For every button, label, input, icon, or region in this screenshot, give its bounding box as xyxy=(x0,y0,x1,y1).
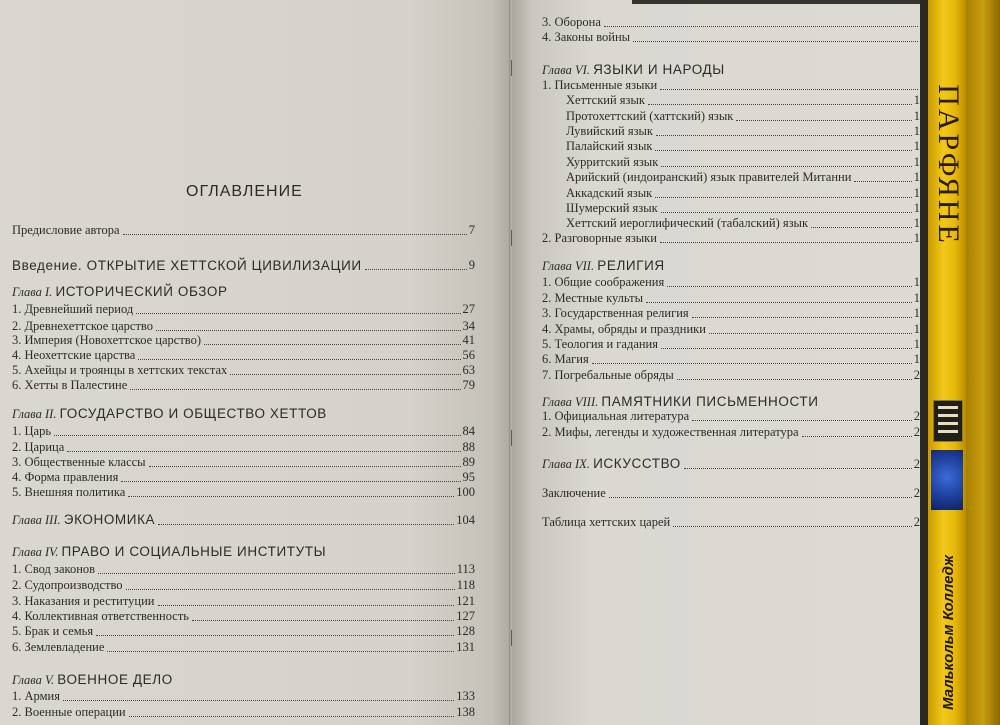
chapter-title: ЯЗЫКИ И НАРОДЫ xyxy=(593,62,725,77)
entry-label: 4. Коллективная ответственность xyxy=(12,609,189,623)
chapter-title: ВОЕННОЕ ДЕЛО xyxy=(57,672,173,687)
entry-page: 1 xyxy=(913,201,920,215)
entry-page: 127 xyxy=(456,609,475,623)
chapter-title: ЭКОНОМИКА xyxy=(63,512,156,527)
entry-page: 9 xyxy=(468,258,475,272)
toc-entry xyxy=(12,319,475,334)
toc-entry xyxy=(12,594,475,609)
toc-entry xyxy=(12,302,475,317)
toc-entry xyxy=(542,337,920,352)
toc-entry xyxy=(542,352,920,367)
entry-page: 104 xyxy=(456,513,475,527)
toc-entry xyxy=(566,155,920,170)
chapter-title: ГОСУДАРСТВО И ОБЩЕСТВО ХЕТТОВ xyxy=(59,406,327,421)
entry-label: 1. Общие соображения xyxy=(542,275,665,289)
chapter-heading-2 xyxy=(12,406,327,422)
toc-entry xyxy=(542,231,920,246)
chapter-number: Глава VII. xyxy=(542,259,595,273)
toc-entry xyxy=(12,624,475,639)
entry-label: Заключение xyxy=(542,486,606,500)
right-running-head xyxy=(632,0,920,4)
chapter-number: Глава VI. xyxy=(542,63,590,77)
entry-page: 133 xyxy=(456,689,475,703)
toc-entry xyxy=(12,455,475,470)
toc-entry-preface xyxy=(12,223,475,238)
chapter-heading-5 xyxy=(12,672,173,688)
entry-page: 2 xyxy=(913,409,920,423)
entry-page: 79 xyxy=(462,378,475,392)
entry-label: 1. Царь xyxy=(12,424,52,438)
toc-entry-conclusion xyxy=(542,486,920,501)
spine-author xyxy=(935,540,961,725)
entry-label: 2. Местные культы xyxy=(542,291,644,305)
entry-page: 1 xyxy=(913,352,920,366)
toc-entry xyxy=(566,139,920,154)
toc-entry xyxy=(542,368,920,383)
entry-page: 118 xyxy=(456,578,475,592)
entry-page: 2 xyxy=(913,486,920,500)
entry-page: 1 xyxy=(913,109,920,123)
entry-page: 121 xyxy=(456,594,475,608)
entry-label: 2. Судопроизводство xyxy=(12,578,123,592)
entry-label: Предисловие автора xyxy=(12,223,120,237)
toc-entry xyxy=(542,275,920,290)
entry-page: 7 xyxy=(468,223,475,237)
toc-entry xyxy=(12,609,475,624)
toc-entry xyxy=(12,689,475,704)
entry-page: 1 xyxy=(913,231,920,245)
chapter-title: ПАМЯТНИКИ ПИСЬМЕННОСТИ xyxy=(601,394,819,409)
chapter-title: ИСТОРИЧЕСКИЙ ОБЗОР xyxy=(55,284,228,299)
entry-label: Шумерский язык xyxy=(566,201,658,215)
toc-entry xyxy=(12,562,475,577)
entry-label: 2. Царица xyxy=(12,440,65,454)
chapter-number: Глава VIII. xyxy=(542,395,599,409)
entry-label: 3. Оборона xyxy=(542,15,601,29)
chapter-heading-4 xyxy=(12,544,326,560)
toc-entry xyxy=(566,109,920,124)
chapter-number: Глава II. xyxy=(12,407,57,421)
entry-page: 56 xyxy=(462,348,475,362)
entry-label: 6. Землевладение xyxy=(12,640,105,654)
entry-page: 128 xyxy=(456,624,475,638)
toc-entry xyxy=(12,363,475,378)
chapter-number: Глава I. xyxy=(12,285,53,299)
entry-label: Аккадский язык xyxy=(566,186,653,200)
spine-title-text: ПАРФЯНЕ xyxy=(932,84,966,246)
entry-label: 5. Брак и семья xyxy=(12,624,94,638)
entry-page: 2 xyxy=(913,425,920,439)
chapter-number: Глава IX. xyxy=(542,457,590,471)
toc-entry xyxy=(12,640,475,655)
entry-label: 6. Магия xyxy=(542,352,589,366)
entry-label: 4. Неохеттские царства xyxy=(12,348,136,362)
toc-entry xyxy=(566,186,920,201)
chapter-heading-8 xyxy=(542,394,819,410)
entry-page: 1 xyxy=(913,93,920,107)
toc-entry xyxy=(542,15,920,30)
toc-entry xyxy=(566,170,920,185)
toc-entry-introduction xyxy=(12,258,475,273)
entry-page: 2 xyxy=(913,457,920,471)
toc-entry xyxy=(12,378,475,393)
chapter-number: Глава V. xyxy=(12,673,55,687)
entry-page: 84 xyxy=(462,424,475,438)
chapter-number: Глава III. xyxy=(12,513,61,527)
series-logo xyxy=(933,400,963,442)
toc-entry xyxy=(566,216,920,231)
toc-entry xyxy=(542,306,920,321)
toc-entry xyxy=(542,78,920,93)
entry-page: 131 xyxy=(456,640,475,654)
toc-entry xyxy=(12,578,475,593)
toc-entry-kings-table xyxy=(542,515,920,530)
entry-page: 1 xyxy=(913,216,920,230)
entry-label: 1. Свод законов xyxy=(12,562,96,576)
entry-label: Таблица хеттских царей xyxy=(542,515,671,529)
chapter-heading-6 xyxy=(542,62,725,78)
chapter-heading-7 xyxy=(542,258,665,274)
entry-label: Введение. ОТКРЫТИЕ ХЕТТСКОЙ ЦИВИЛИЗАЦИИ xyxy=(12,258,362,273)
entry-label: 4. Законы войны xyxy=(542,30,631,44)
globe-icon xyxy=(931,450,963,510)
chapter-title: ПРАВО И СОЦИАЛЬНЫЕ ИНСТИТУТЫ xyxy=(61,544,327,559)
entry-page: 95 xyxy=(462,470,475,484)
entry-label: 1. Официальная литература xyxy=(542,409,690,423)
entry-label: Арийский (индоиранский) язык правителей Митанни xyxy=(566,170,852,184)
entry-label: 7. Погребальные обряды xyxy=(542,368,674,382)
toc-entry xyxy=(542,425,920,440)
entry-page: 63 xyxy=(462,363,475,377)
entry-page: 1 xyxy=(913,155,920,169)
toc-entry xyxy=(566,93,920,108)
entry-label: 3. Общественные классы xyxy=(12,455,146,469)
entry-label: Хурритский язык xyxy=(566,155,659,169)
entry-label: 1. Письменные языки xyxy=(542,78,658,92)
spine-author-text: Малькольм Колледж xyxy=(939,555,957,710)
toc-entry xyxy=(12,440,475,455)
entry-page: 138 xyxy=(456,705,475,719)
entry-label: 2. Разговорные языки xyxy=(542,231,657,245)
entry-page: 2 xyxy=(913,368,920,382)
entry-label: 3. Наказания и реституции xyxy=(12,594,155,608)
spine-title xyxy=(932,0,966,330)
entry-label: 2. Древнехеттское царство xyxy=(12,319,153,333)
toc-entry xyxy=(566,201,920,216)
toc-entry xyxy=(542,291,920,306)
toc-entry xyxy=(566,124,920,139)
entry-page: 1 xyxy=(913,322,920,336)
toc-entry xyxy=(12,470,475,485)
entry-label: 4. Храмы, обряды и праздники xyxy=(542,322,706,336)
entry-page: 88 xyxy=(462,440,475,454)
entry-label: 3. Государственная религия xyxy=(542,306,689,320)
toc-heading: ОГЛАВЛЕНИЕ xyxy=(186,183,303,200)
entry-page: 1 xyxy=(913,170,920,184)
entry-page: 34 xyxy=(462,319,475,333)
entry-label: Хеттский иероглифический (табалский) язык xyxy=(566,216,809,230)
entry-label: 4. Форма правления xyxy=(12,470,119,484)
entry-page: 41 xyxy=(462,333,475,347)
entry-page: 1 xyxy=(913,306,920,320)
entry-label: 3. Империя (Новохеттское царство) xyxy=(12,333,202,347)
toc-entry xyxy=(12,485,475,500)
entry-label: 5. Теология и гадания xyxy=(542,337,658,351)
right-page xyxy=(512,0,920,725)
toc-entry xyxy=(12,348,475,363)
entry-page: 1 xyxy=(913,337,920,351)
entry-page: 2 xyxy=(913,515,920,529)
entry-page: 27 xyxy=(462,302,475,316)
toc-entry xyxy=(542,409,920,424)
book-spine-edge xyxy=(966,0,1000,725)
toc-entry xyxy=(542,322,920,337)
chapter-heading-1 xyxy=(12,284,228,300)
entry-page: 113 xyxy=(456,562,475,576)
toc-entry xyxy=(12,705,475,720)
chapter-title: ИСКУССТВО xyxy=(593,456,681,471)
entry-page: 1 xyxy=(913,124,920,138)
entry-page: 100 xyxy=(456,485,475,499)
entry-page: 1 xyxy=(913,186,920,200)
entry-label: 2. Военные операции xyxy=(12,705,126,719)
toc-entry xyxy=(12,424,475,439)
entry-label: 2. Мифы, легенды и художественная литература xyxy=(542,425,799,439)
chapter-number: Глава IV. xyxy=(12,545,59,559)
chapter-heading-9 xyxy=(542,457,920,472)
entry-label: 1. Древнейший период xyxy=(12,302,134,316)
entry-page: 1 xyxy=(913,291,920,305)
entry-label: 6. Хетты в Палестине xyxy=(12,378,128,392)
entry-page: 1 xyxy=(913,275,920,289)
entry-label: Протохеттский (хаттский) язык xyxy=(566,109,734,123)
entry-label: 5. Ахейцы и троянцы в хеттских текстах xyxy=(12,363,228,377)
toc-entry xyxy=(12,333,475,348)
entry-label: 5. Внешняя политика xyxy=(12,485,126,499)
entry-page: 89 xyxy=(462,455,475,469)
entry-label: Лувийский язык xyxy=(566,124,653,138)
entry-label: 1. Армия xyxy=(12,689,60,703)
entry-label: Хеттский язык xyxy=(566,93,645,107)
toc-entry xyxy=(542,30,920,45)
entry-page: 1 xyxy=(913,139,920,153)
chapter-title: РЕЛИГИЯ xyxy=(597,258,665,273)
entry-label: Палайский язык xyxy=(566,139,653,153)
chapter-heading-3 xyxy=(12,513,475,528)
